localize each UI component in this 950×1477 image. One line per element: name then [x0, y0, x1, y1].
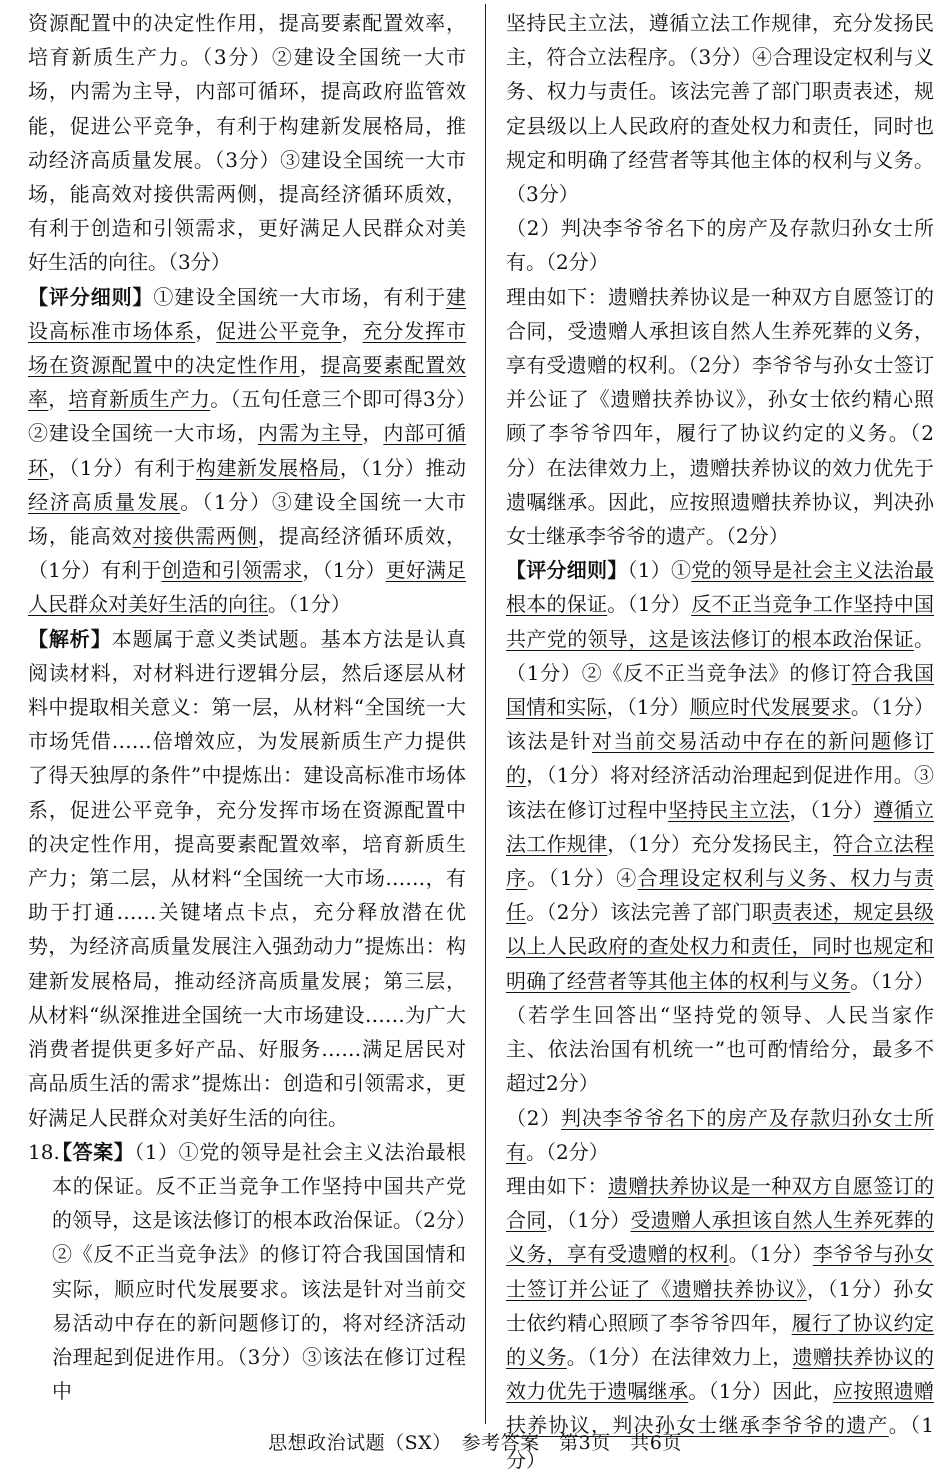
text-seg: 。（1分）（若学生回答出“坚持党的领导、人民当家作主、依法治国有机统一”也可酌情给分，最多不超过2分） [506, 968, 934, 1096]
q18-answer-continued: 坚持民主立法，遵循立法工作规律，充分发扬民主，符合立法程序。（3分）④合理设定权利与义务、权力与责任。该法完善了部门职责表述，规定县级以上人民政府的查处权力和责任，同时也规定和明确了经营者等其他主体的权利与义务。（3分） [506, 11, 934, 207]
text-seg: 理由如下： [506, 1173, 608, 1198]
text-seg: 。（1分）在法律效力上， [566, 1344, 793, 1369]
text-seg: 。（1分）②《反不正当竞争法》的修订 [506, 626, 934, 685]
underlined-key-point: 遗赠扶养协议是一种双方自愿签订的合同 [506, 1173, 934, 1233]
text-seg: 。（1分） [268, 592, 351, 617]
underlined-key-point: 坚持民主立法 [668, 797, 790, 822]
text-seg: 。（五句任意三个即可得3分）②建设全国统一大市场， [28, 387, 467, 446]
underlined-key-point: 受遗赠人承担该自然人生养死葬的义务，享有受遗赠的权利 [506, 1208, 935, 1267]
underlined-key-point: 符合我国国情和实际 [506, 660, 934, 720]
underlined-key-point: 责表述，规定县级以上人民政府的查处权力和责任，同时也规定和明确了经营者等其他主体的权利与义务 [506, 900, 935, 993]
text-seg: ①建设全国统一大市场，有利于 [153, 284, 447, 309]
question-number: 18. [28, 1139, 60, 1164]
underlined-key-point: 提高要素配置效率 [28, 353, 467, 412]
underlined-key-point: 李爷爷与孙女士签订并公证了《遗赠扶养协议》 [506, 1242, 935, 1301]
left-column [28, 6, 466, 1421]
underlined-key-point: 遵循立法工作规律 [506, 797, 935, 856]
underlined-key-point: 应按照遗赠扶养协议，判决孙女士继承李爷爷的遗产 [506, 1379, 935, 1438]
text-seg: ， [362, 421, 384, 446]
q17-scoring-rules [28, 280, 466, 622]
text-seg: ，（1分）推动 [339, 455, 467, 480]
text-seg: ，（1分）将对经济活动治理起到促进作用。③该法在修订过程中 [506, 763, 935, 822]
underlined-key-point: 反不正当竞争工作坚持中国共产党的领导，这是该法修订的根本政治保证 [506, 592, 935, 651]
q17-analysis [28, 622, 466, 1135]
page-footer: 思想政治试题（SX） 参考答案 第3页 共6页 [268, 1432, 682, 1454]
text-seg: ， [48, 387, 69, 412]
underlined-key-point: 履行了协议约定的义务 [506, 1310, 935, 1369]
text-seg: 。（1分） [728, 1242, 813, 1267]
text-seg: ， [341, 318, 363, 343]
underlined-key-point: 经济高质量发展 [28, 489, 181, 514]
underlined-key-point: 构建新发展格局 [195, 455, 340, 480]
text-seg: ，（1分）有利于 [48, 455, 196, 480]
underlined-key-point: 合理设定权利与义务、权力与责任 [506, 866, 935, 925]
underlined-key-point: 对接供需两侧 [132, 524, 258, 549]
q18-answer [28, 1135, 466, 1409]
answer-text: （1）①党的领导是社会主义法治最根本的保证。反不正当竞争工作坚持中国共产党的领导，这是该法修订的根本政治保证。（2分）②《反不正当竞争法》的修订符合我国国情和实际，顺应时代发展要求。该法是针对当前交易活动中存在的新问题修订的，将对经济活动治理起到促进作用。（3分）③该法在修订过程中 [52, 1139, 467, 1404]
q18-part2-answer: （2）判决李爷爷名下的房产及存款归孙女士所有。（2分） [506, 216, 934, 275]
underlined-key-point: 党的领导是社会主义法治最根本的保证 [506, 558, 935, 617]
text-seg: （2） [506, 1105, 562, 1130]
text-seg: 。（1分）该法是针 [506, 695, 934, 754]
text-seg: ，（1分）充分发扬民主， [607, 831, 833, 856]
text-seg: ， [195, 318, 217, 343]
text-seg: ，（1分）孙女士依约精心照顾了李爷爷四年， [506, 1276, 934, 1335]
analysis-text: 本题属于意义类试题。基本方法是认真阅读材料，对材料进行逻辑分层，然后逐层从材料中提取相关意义：第一层，从材料“全国统一大市场凭借……倍增效应，为发展新质生产力提供了得天独厚的条件”中提炼出：建设高标准市场体系，促进公平竞争，充分发挥市场在资源配置中的决定性作用，提高要素配置效率，培育新质生产力；第二层，从材料“全国统一大市场……，有助于打通……关键堵点卡点，充分释放潜在优势，为经济高质量发展注入强劲动力”提炼出：构建新发展格局，推动经济高质量发展；第三层，从材料“纵深推进全国统一大市场建设……为广大消费者提供更多好产品、好服务……满足居民对高品质生活的需求”提炼出：创造和引领需求，更好满足人民群众对美好生活的向往。 [28, 626, 467, 1130]
text-seg: 。（1分） [506, 1413, 935, 1472]
column-divider [485, 4, 486, 1424]
underlined-key-point: 促进公平竞争 [216, 318, 342, 343]
q18-part2-reason: 理由如下：遗赠扶养协议是一种双方自愿签订的合同，受遗赠人承担该自然人生养死葬的义务，享有受遗赠的权利。（2分）李爷爷与孙女士签订并公证了《遗赠扶养协议》，孙女士依约精心照顾了李爷爷四年，履行了协议约定的义务。（2分）在法律效力上，遗赠扶养协议的效力优先于遗嘱继承。因此，应按照遗赠扶养协议，判决孙女士继承李爷爷的遗产。（2分） [506, 284, 934, 549]
answer-tag: 【答案】 [52, 1139, 135, 1164]
text-seg: 。（2分）该法完善了部门职 [526, 900, 773, 925]
text-seg: ，提高经济循环质效，（1分）有利于 [28, 524, 467, 583]
underlined-key-point: 对当前交易活动中存在的新问题修订的 [506, 729, 935, 788]
underlined-key-point: 内部可循环 [28, 421, 467, 480]
text-seg: ，（1分） [789, 797, 874, 822]
analysis-tag: 【解析】 [28, 626, 112, 651]
underlined-key-point: 遗赠扶养协议的效力优先于遗嘱继承 [506, 1344, 935, 1404]
q17-answer-continued: 资源配置中的决定性作用，提高要素配置效率，培育新质生产力。（3分）②建设全国统一大市场，内需为主导，内部可循环，提高政府监管效能，促进公平竞争，有利于构建新发展格局，推动经济高质量发展。（3分）③建设全国统一大市场，能高效对接供需两侧，提高经济循环质效，有利于创造和引领需求，更好满足人民群众对美好生活的向往。（3分） [28, 11, 466, 275]
underlined-key-point: 建设高标准市场体系 [28, 284, 467, 343]
underlined-key-point: 内需为主导 [257, 421, 363, 446]
text-seg: ，（1分） [606, 695, 690, 720]
text-seg: 。（2分） [526, 1139, 609, 1164]
underlined-key-point: 创造和引领需求 [161, 558, 303, 583]
underlined-key-point: 充分发挥市场在资源配置中的决定性作用 [28, 318, 467, 378]
q18-scoring-rules [506, 553, 934, 1100]
scoring-rules-tag: 【评分细则】 [506, 558, 628, 583]
q18-part2-scoring-answer [506, 1101, 934, 1169]
text-seg: （1）① [627, 558, 692, 583]
right-column [506, 6, 935, 1472]
text-seg: ，（1分） [302, 558, 386, 583]
underlined-key-point: 顺应时代发展要求 [689, 695, 851, 720]
underlined-key-point: 判决李爷爷名下的房产及存款归孙女士所有 [506, 1105, 934, 1164]
text-seg: 。（1分）④ [527, 866, 638, 891]
text-seg: ，（1分） [546, 1208, 631, 1233]
underlined-key-point: 符合立法程序 [506, 831, 935, 891]
text-seg: 。（1分） [607, 592, 692, 617]
underlined-key-point: 培育新质生产力 [68, 387, 211, 412]
text-seg: ， [299, 353, 321, 378]
text-seg: 。（1分）因此， [688, 1379, 833, 1404]
text-seg: 。（1分）③建设全国统一大市场，能高效 [28, 489, 466, 549]
scoring-rules-tag: 【评分细则】 [28, 284, 154, 309]
underlined-key-point: 更好满足人民群众对美好生活的向往 [28, 558, 467, 617]
